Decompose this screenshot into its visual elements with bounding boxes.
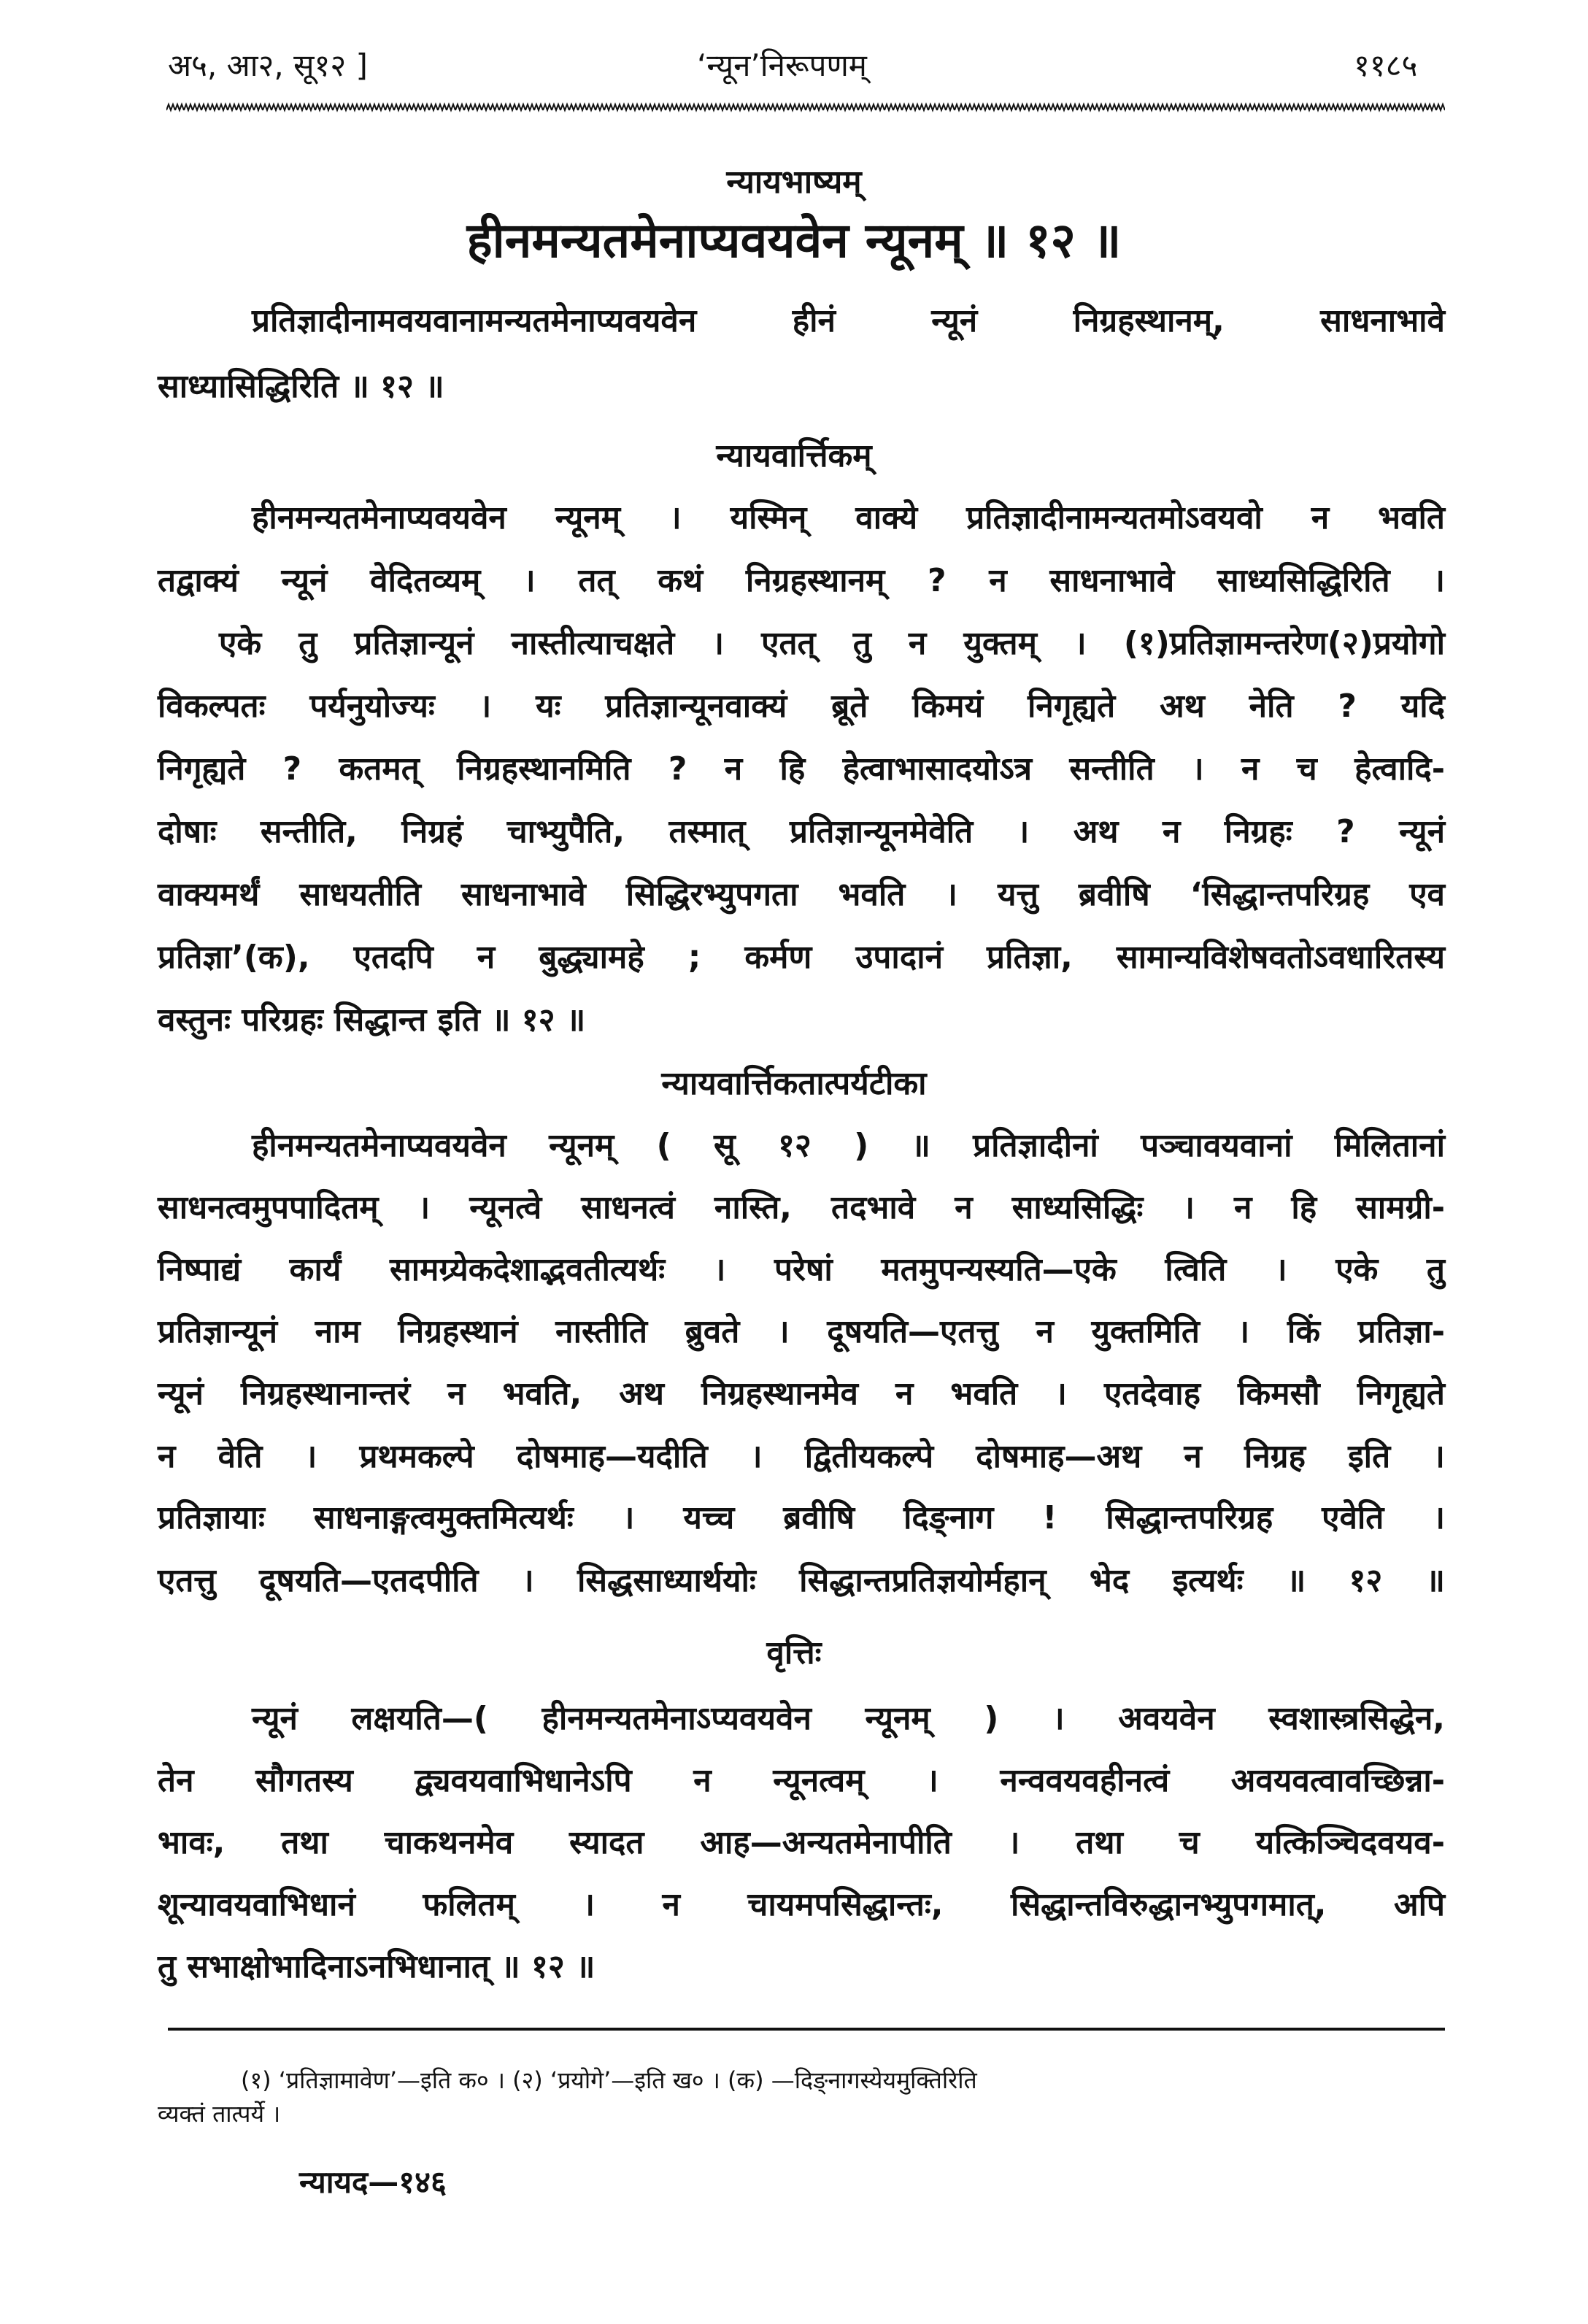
text-line: न्यूनं लक्षयति—( हीनमन्यतमेनाऽप्यवयवेन न्यूनम् ) । अवयवेन स्वशास्त्रसिद्धेन, bbox=[252, 1700, 1445, 1737]
text-line: न वेति । प्रथमकल्पे दोषमाह—यदीति । द्वितीयकल्पे दोषमाह—अथ न निग्रह इति । bbox=[158, 1438, 1445, 1475]
text-line: हीनमन्यतमेनाप्यवयवेन न्यूनम् ( सू १२ ) ॥ प्रतिज्ञादीनां पञ्चावयवानां मिलितानां bbox=[252, 1127, 1445, 1164]
text-line: प्रतिज्ञायाः साधनाङ्गत्वमुक्तमित्यर्थः । यच्च ब्रवीषि दिङ्नाग ! सिद्धान्तपरिग्रह एवेति । bbox=[158, 1499, 1445, 1536]
text-line: हीनमन्यतमेनाप्यवयवेन न्यूनम् । यस्मिन् वाक्ये प्रतिज्ञादीनामन्यतमोऽवयवो न भवति bbox=[252, 499, 1445, 536]
footnote-divider bbox=[168, 2028, 1445, 2031]
text-line: भावः, तथा चाकथनमेव स्यादत आह—अन्यतमेनापीति । तथा च यत्किञ्चिदवयव- bbox=[158, 1824, 1445, 1861]
text-line: एके तु प्रतिज्ञान्यूनं नास्तीत्याचक्षते । एतत् तु न युक्तम् । (१)प्रतिज्ञामन्तरेण(२)प्रयोगो bbox=[219, 625, 1445, 662]
section-heading: वृत्तिः bbox=[766, 1634, 822, 1671]
text-line: विकल्पतः पर्यनुयोज्यः । यः प्रतिज्ञान्यूनवाक्यं ब्रूते किमयं निगृह्यते अथ नेति ? यदि bbox=[158, 688, 1445, 725]
text-line: प्रतिज्ञान्यूनं नाम निग्रहस्थानं नास्तीति ब्रुवते । दूषयति—एतत्तु न युक्तमिति । किं प्रतिज्ञा- bbox=[158, 1313, 1445, 1350]
text-line: वस्तुनः परिग्रहः सिद्धान्त इति ॥ १२ ॥ bbox=[158, 1001, 586, 1039]
text-line: एतत्तु दूषयति—एतदपीति । सिद्धसाध्यार्थयोः सिद्धान्तप्रतिज्ञयोर्महान् भेद इत्यर्थः ॥ १२ ॥ bbox=[158, 1562, 1445, 1599]
printer-signature: न्यायद—१४६ bbox=[299, 2164, 447, 2200]
text-line: वाक्यमर्थं साधयतीति साधनाभावे सिद्धिरभ्युपगता भवति । यत्तु ब्रवीषि ‘सिद्धान्तपरिग्रह एव bbox=[158, 876, 1445, 913]
text-line: दोषाः सन्तीति, निग्रहं चाभ्युपैति, तस्मात् प्रतिज्ञान्यूनमेवेति । अथ न निग्रहः ? न्यूनं bbox=[158, 813, 1445, 850]
section-reference: अ५, आ२, सू१२ ] bbox=[168, 47, 368, 83]
text-line: प्रतिज्ञा’(क), एतदपि न बुद्ध्यामहे ; कर्मण उपादानं प्रतिज्ञा, सामान्यविशेषवतोऽवधारितस्य bbox=[158, 939, 1445, 976]
text-line: तद्वाक्यं न्यूनं वेदितव्यम् । तत् कथं निग्रहस्थानम् ? न साधनाभावे साध्यसिद्धिरिति । bbox=[158, 562, 1445, 599]
footnote-line: व्यक्तं तात्पर्ये । bbox=[158, 2100, 281, 2128]
footnote-line: (१) ‘प्रतिज्ञामावेण’—इति क० । (२) ‘प्रयोगे’—इति ख० । (क) —दिङ्नागस्येयमुक्तिरिति bbox=[241, 2066, 977, 2094]
text-line: तु सभाक्षोभादिनाऽनभिधानात् ॥ १२ ॥ bbox=[158, 1948, 596, 1985]
text-line: साधनत्वमुपपादितम् । न्यूनत्वे साधनत्वं नास्ति, तदभावे न साध्यसिद्धिः । न हि सामग्री- bbox=[158, 1189, 1445, 1226]
text-line: शून्यावयवाभिधानं फलितम् । न चायमपसिद्धान्तः, सिद्धान्तविरुद्धानभ्युपगमात्, अपि bbox=[158, 1886, 1445, 1923]
text-line: निगृह्यते ? कतमत् निग्रहस्थानमिति ? न हि हेत्वाभासादयोऽत्र सन्तीति । न च हेत्वादि- bbox=[158, 750, 1445, 788]
text-line: साध्यासिद्धिरिति ॥ १२ ॥ bbox=[158, 368, 444, 405]
text-line: प्रतिज्ञादीनामवयवानामन्यतमेनाप्यवयवेन हीनं न्यूनं निग्रहस्थानम्, साधनाभावे bbox=[252, 302, 1445, 339]
section-heading: न्यायवार्त्तिकम् bbox=[716, 437, 872, 474]
text-line: तेन सौगतस्य द्व्यवयवाभिधानेऽपि न न्यूनत्वम् । नन्ववयवहीनत्वं अवयवत्वावच्छिन्ना- bbox=[158, 1762, 1445, 1799]
section-heading: न्यायभाष्यम् bbox=[726, 163, 862, 201]
page-number: ११८५ bbox=[1354, 47, 1418, 83]
text-line: न्यूनं निग्रहस्थानान्तरं न भवति, अथ निग्रहस्थानमेव न भवति । एतदेवाह किमसौ निगृह्यते bbox=[158, 1375, 1445, 1412]
running-title: ‘न्यून’निरूपणम् bbox=[697, 47, 867, 83]
sutra-text: हीनमन्यतमेनाप्यवयवेन न्यूनम् ॥ १२ ॥ bbox=[466, 212, 1122, 269]
wavy-divider bbox=[166, 102, 1445, 115]
text-line: निष्पाद्यं कार्यं सामग्र्येकदेशाद्भवतीत्यर्थः । परेषां मतमुपन्यस्यति—एके त्विति । एके तु bbox=[158, 1251, 1445, 1288]
section-heading: न्यायवार्त्तिकतात्पर्यटीका bbox=[661, 1065, 927, 1102]
